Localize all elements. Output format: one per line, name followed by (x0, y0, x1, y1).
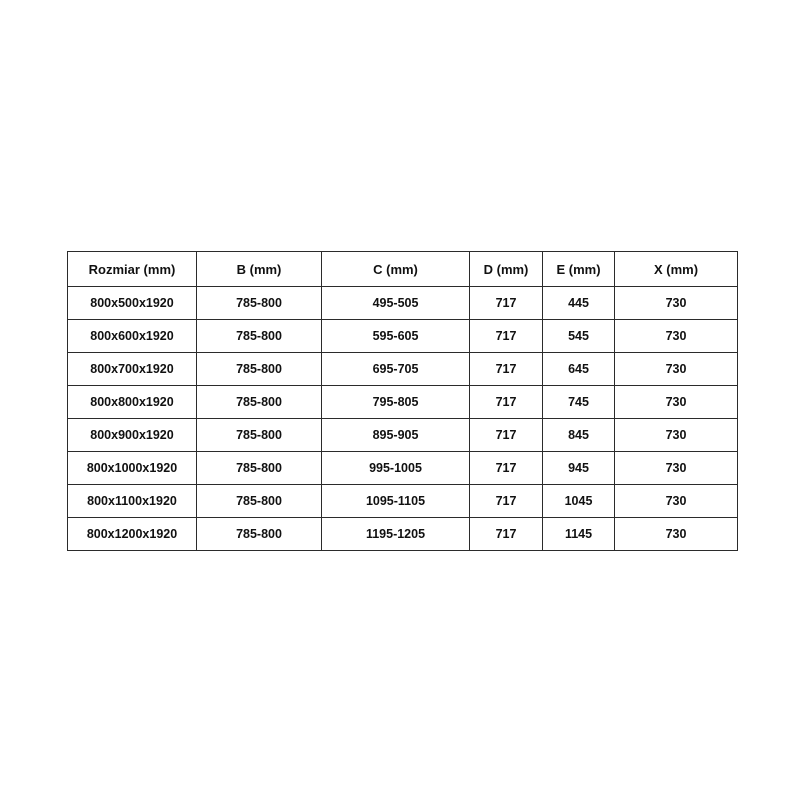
cell-b: 785-800 (197, 353, 322, 386)
cell-d: 717 (470, 386, 543, 419)
cell-c: 595-605 (322, 320, 470, 353)
cell-c: 695-705 (322, 353, 470, 386)
table-row (68, 320, 738, 353)
cell-d: 717 (470, 518, 543, 551)
cell-size: 800x1000x1920 (68, 452, 197, 485)
cell-d: 717 (470, 320, 543, 353)
column-header-d: D (mm) (470, 252, 543, 287)
cell-e: 945 (543, 452, 615, 485)
table-row (68, 485, 738, 518)
column-header-x: X (mm) (615, 252, 738, 287)
specification-table-container (67, 251, 737, 551)
cell-e: 545 (543, 320, 615, 353)
table-row (68, 419, 738, 452)
cell-b: 785-800 (197, 287, 322, 320)
cell-size: 800x900x1920 (68, 419, 197, 452)
cell-size: 800x700x1920 (68, 353, 197, 386)
cell-d: 717 (470, 485, 543, 518)
table-header (68, 252, 738, 287)
table-row (68, 353, 738, 386)
table-body (68, 287, 738, 551)
column-header-size: Rozmiar (mm) (68, 252, 197, 287)
column-header-c: C (mm) (322, 252, 470, 287)
table-header-row (68, 252, 738, 287)
cell-b: 785-800 (197, 518, 322, 551)
cell-d: 717 (470, 353, 543, 386)
cell-e: 1145 (543, 518, 615, 551)
cell-x: 730 (615, 386, 738, 419)
cell-x: 730 (615, 320, 738, 353)
cell-b: 785-800 (197, 485, 322, 518)
cell-c: 1195-1205 (322, 518, 470, 551)
cell-x: 730 (615, 485, 738, 518)
cell-e: 1045 (543, 485, 615, 518)
cell-b: 785-800 (197, 419, 322, 452)
cell-e: 845 (543, 419, 615, 452)
cell-size: 800x600x1920 (68, 320, 197, 353)
cell-size: 800x800x1920 (68, 386, 197, 419)
cell-x: 730 (615, 353, 738, 386)
cell-d: 717 (470, 452, 543, 485)
cell-x: 730 (615, 452, 738, 485)
cell-b: 785-800 (197, 386, 322, 419)
cell-size: 800x500x1920 (68, 287, 197, 320)
column-header-b: B (mm) (197, 252, 322, 287)
cell-e: 445 (543, 287, 615, 320)
table-row (68, 287, 738, 320)
cell-d: 717 (470, 419, 543, 452)
cell-e: 745 (543, 386, 615, 419)
cell-c: 795-805 (322, 386, 470, 419)
cell-x: 730 (615, 419, 738, 452)
cell-c: 1095-1105 (322, 485, 470, 518)
cell-c: 895-905 (322, 419, 470, 452)
cell-e: 645 (543, 353, 615, 386)
table-row (68, 518, 738, 551)
cell-size: 800x1200x1920 (68, 518, 197, 551)
cell-x: 730 (615, 287, 738, 320)
cell-size: 800x1100x1920 (68, 485, 197, 518)
column-header-e: E (mm) (543, 252, 615, 287)
cell-b: 785-800 (197, 320, 322, 353)
cell-x: 730 (615, 518, 738, 551)
cell-c: 495-505 (322, 287, 470, 320)
specification-table (67, 251, 738, 551)
cell-c: 995-1005 (322, 452, 470, 485)
table-row (68, 386, 738, 419)
table-row (68, 452, 738, 485)
cell-b: 785-800 (197, 452, 322, 485)
cell-d: 717 (470, 287, 543, 320)
